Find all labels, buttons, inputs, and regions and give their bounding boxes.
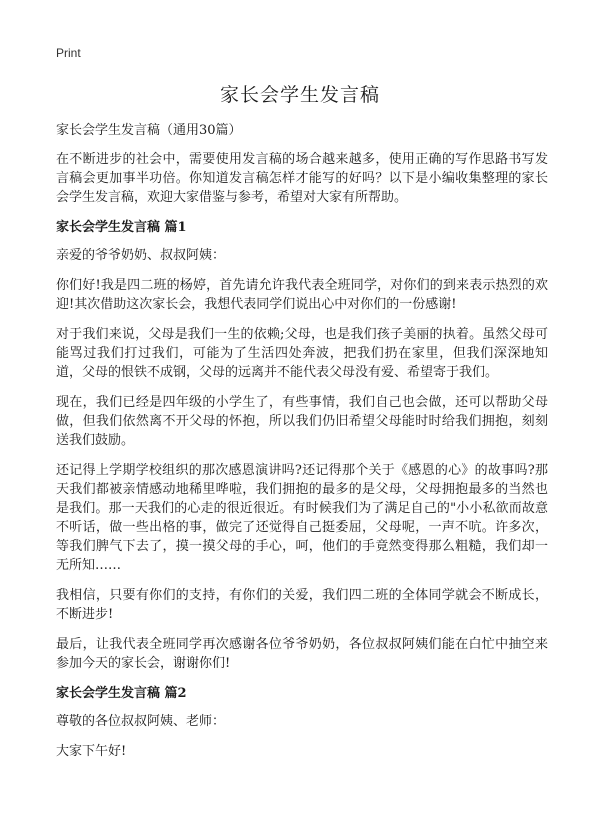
section-1-paragraph: 还记得上学期学校组织的那次感恩演讲吗?还记得那个关于《感恩的心》的故事吗?那天我们都被亲情感动地稀里哗啦，我们拥抱的最多的是父母，父母拥抱最多的当然也是我们。那一天我们的心走的很近很近。有时候我们为了满足自己的"小小私欲而故意不听话，做一些出格的事，做完了还觉得自己挺委屈，父母呢，一声不吭。许多次，等我们脾气下去了，摸一摸父母的手心，呵，他们的手竟然变得那么粗糙，我们却一无所知…… [56, 463, 548, 573]
section-1-paragraph: 我相信，只要有你们的支持，有你们的关爱，我们四二班的全体同学就会不断成长，不断进步! [56, 588, 548, 622]
section-1-paragraph: 亲爱的爷爷奶奶、叔叔阿姨： [56, 248, 226, 263]
section-2-paragraph: 尊敬的各位叔叔阿姨、老师： [56, 714, 226, 729]
section-1-paragraph: 现在，我们已经是四年级的小学生了，有些事情，我们自己也会做，还可以帮助父母做，但我们依然离不开父母的怀抱，所以我们仍旧希望父母能时时给我们拥抱，刻刻送我们鼓励。 [56, 395, 548, 448]
document-body [56, 121, 548, 772]
section-2-paragraph: 大家下午好! [56, 744, 127, 759]
document-subtitle: 家长会学生发言稿（通用30篇） [56, 123, 242, 138]
document-title: 家长会学生发言稿 [219, 84, 380, 106]
section-heading-2: 家长会学生发言稿 篇2 [56, 686, 187, 701]
section-1-paragraph: 最后，让我代表全班同学再次感谢各位爷爷奶奶，各位叔叔阿姨们能在白忙中抽空来参加今天的家长会，谢谢你们! [56, 637, 548, 671]
print-link[interactable]: Print [56, 46, 81, 60]
intro-paragraph: 在不断进步的社会中，需要使用发言稿的场合越来越多，使用正确的写作思路书写发言稿会更加事半功倍。你知道发言稿怎样才能写的好吗？以下是小编收集整理的家长会学生发言稿，欢迎大家借鉴与参考，希望对大家有所帮助。 [56, 152, 548, 205]
section-1-paragraph: 你们好!我是四二班的杨婷，首先请允许我代表全班同学，对你们的到来表示热烈的欢迎!其次借助这次家长会，我想代表同学们说出心中对你们的一份感谢! [56, 278, 548, 312]
section-heading-1: 家长会学生发言稿 篇1 [56, 220, 187, 235]
section-1-paragraph: 对于我们来说，父母是我们一生的依赖;父母，也是我们孩子美丽的执着。虽然父母可能骂过我们打过我们，可能为了生活四处奔波，把我们扔在家里，但我们深深地知道，父母的恨铁不成钢，父母的远离并不能代表父母没有爱、希望寄于我们。 [56, 327, 548, 380]
